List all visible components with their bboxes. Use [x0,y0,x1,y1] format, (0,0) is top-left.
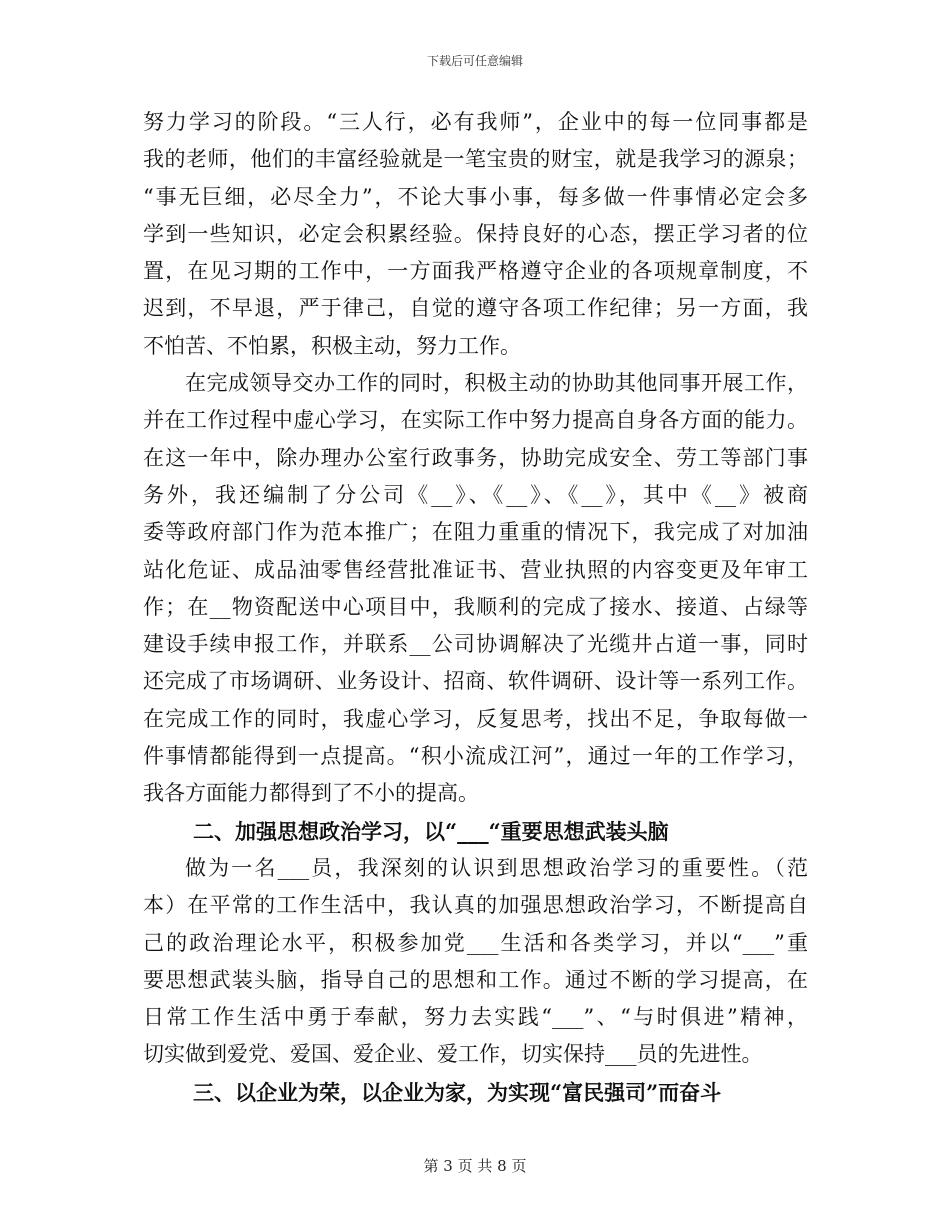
text-line: 在完成工作的同时，我虚心学习，反复思考，找出不足，争取每做一 [143,706,808,731]
text-line: 切实做到爱党、爱国、爱企业、爱工作，切实保持___员的先进性。 [143,1042,763,1067]
document-body [143,104,808,1111]
text-line: 建设手续申报工作，并联系__公司协调解决了光缆井占道一事，同时 [143,632,808,657]
text-line: 还完成了市场调研、业务设计、招商、软件调研、设计等一系列工作。 [143,669,808,694]
text-line: 己的政治理论水平，积极参加党___生活和各类学习，并以“___”重 [143,930,808,955]
text-line: 务外，我还编制了分公司《__》、《__》、《__》，其中《__》被商 [143,482,808,507]
text-line: “事无巨细，必尽全力”，不论大事小事，每多做一件事情必定会多 [143,184,808,209]
text-line: 我的老师，他们的丰富经验就是一笔宝贵的财宝，就是我学习的源泉； [143,147,808,172]
text-line: 迟到，不早退，严于律己，自觉的遵守各项工作纪律；另一方面，我 [143,296,808,321]
text-line: 作；在__物资配送中心项目中，我顺利的完成了接水、接道、占绿等 [143,594,808,619]
text-line: 努力学习的阶段。“三人行，必有我师”，企业中的每一位同事都是 [143,110,808,134]
text-line: 日常工作生活中勇于奉献，努力去实践“___”、“与时俱进”精神， [143,1005,808,1030]
text-line: 站化危证、成品油零售经营批准证书、营业执照的内容变更及年审工 [143,557,808,582]
text-line: 本）在平常的工作生活中，我认真的加强思想政治学习，不断提高自 [143,893,808,918]
section-heading: 二、加强思想政治学习，以“___“重要思想武装头脑 [193,818,669,844]
text-line: 委等政府部门作为范本推广；在阻力重重的情况下，我完成了对加油 [143,520,808,545]
page-footer: 第 3 页 共 8 页 [423,1157,527,1175]
text-line: 在完成领导交办工作的同时，积极主动的协助其他同事开展工作， [185,371,808,396]
text-line: 并在工作过程中虚心学习，在实际工作中努力提高自身各方面的能力。 [143,408,808,433]
text-line: 学到一些知识，必定会积累经验。保持良好的心态，摆正学习者的位 [143,221,808,246]
text-line: 不怕苦、不怕累，积极主动，努力工作。 [143,333,521,358]
text-line: 在这一年中，除办理办公室行政事务，协助完成安全、劳工等部门事 [143,445,808,470]
section-heading: 三、以企业为荣，以企业为家，为实现“富民强司”而奋斗 [193,1079,722,1105]
text-line: 件事情都能得到一点提高。“积小流成江河”，通过一年的工作学习， [143,744,808,769]
page-header: 下载后可任意编辑 [426,54,523,68]
text-line: 我各方面能力都得到了不小的提高。 [143,781,479,806]
text-line: 做为一名___员，我深刻的认识到思想政治学习的重要性。（范 [185,855,808,880]
text-line: 要思想武装头脑，指导自己的思想和工作。通过不断的学习提高，在 [143,967,808,992]
text-line: 置，在见习期的工作中，一方面我严格遵守企业的各项规章制度，不 [143,259,808,284]
